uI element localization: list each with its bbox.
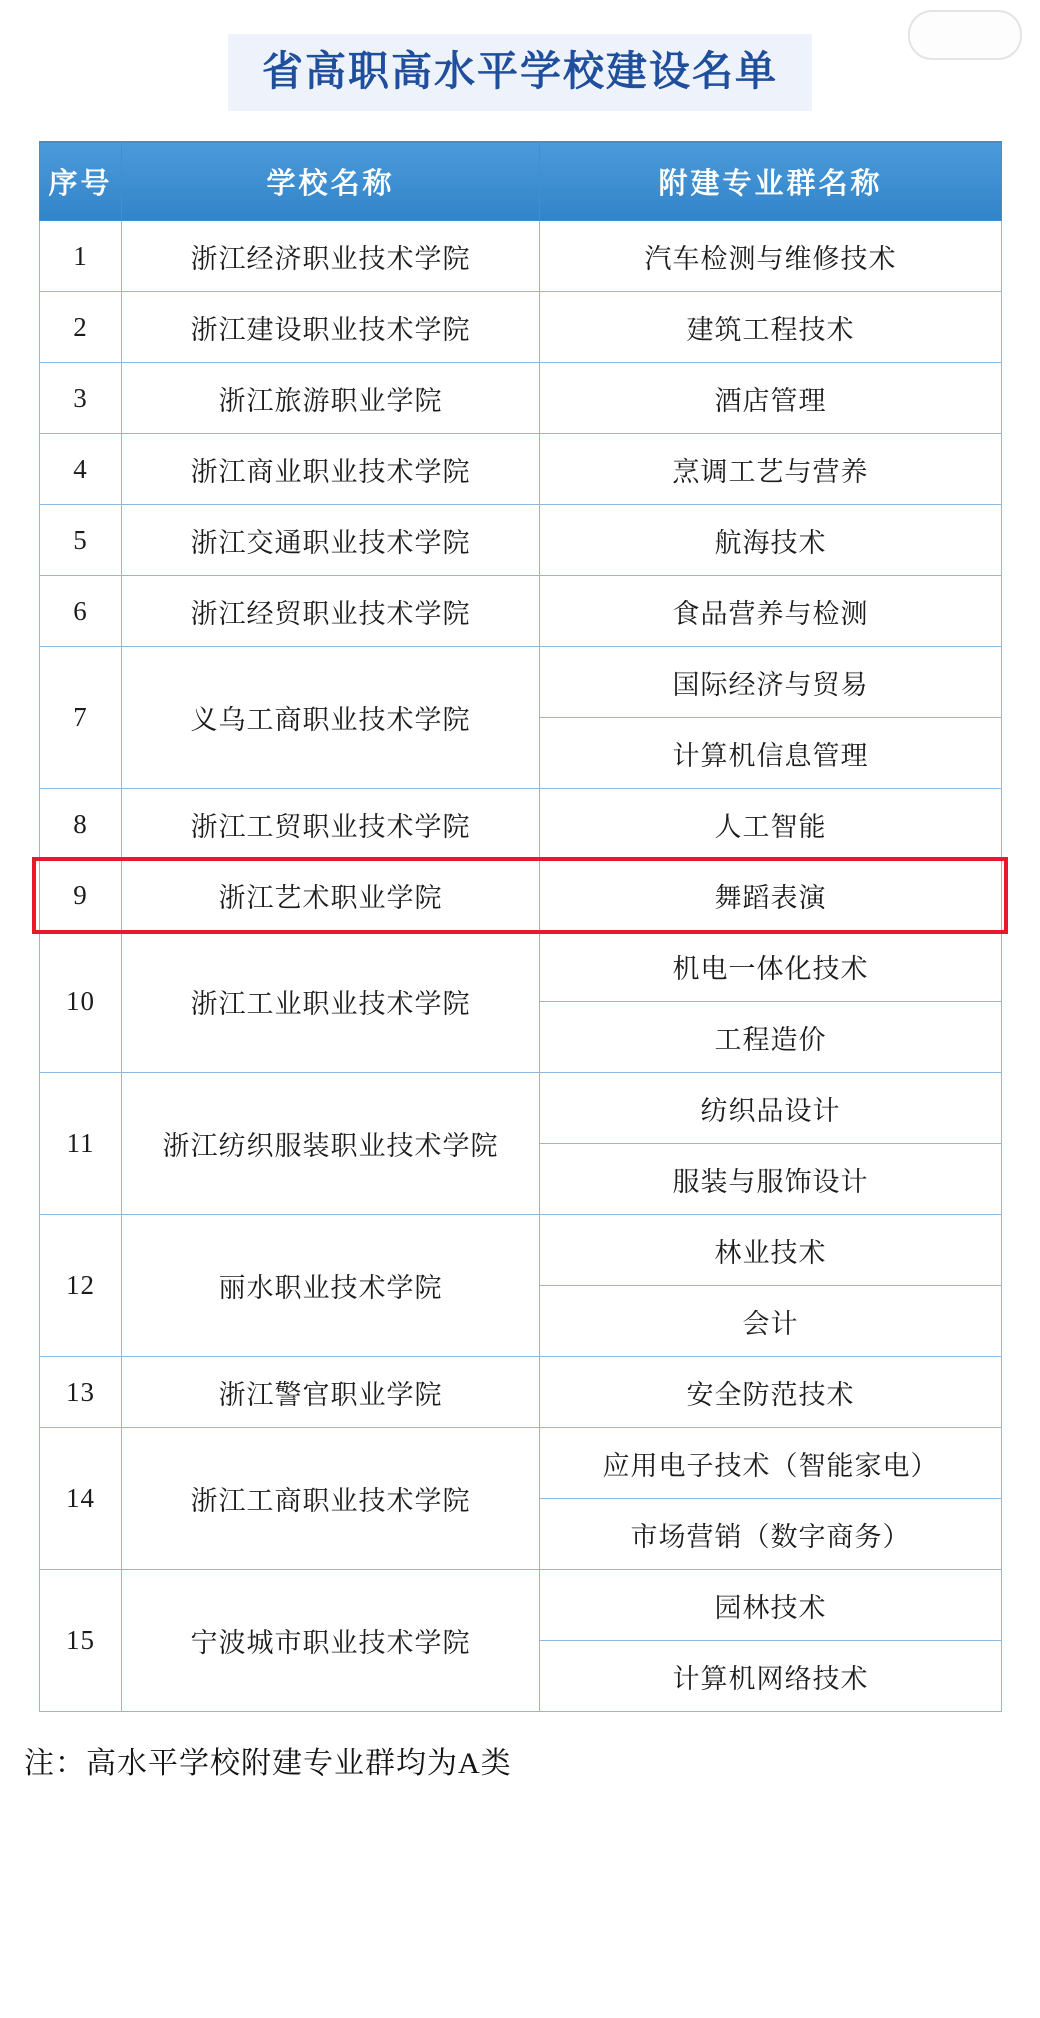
cell-index: 7 [40, 647, 122, 789]
cell-major-group: 应用电子技术（智能家电） [540, 1428, 1002, 1499]
cell-index: 10 [40, 931, 122, 1073]
table-header-row [40, 142, 1002, 221]
cell-major-group: 林业技术 [540, 1215, 1002, 1286]
cell-major-group: 计算机信息管理 [540, 718, 1002, 789]
cell-index: 15 [40, 1570, 122, 1712]
cell-major-group: 人工智能 [540, 789, 1002, 860]
cell-index: 13 [40, 1357, 122, 1428]
cell-major-group: 舞蹈表演 [540, 860, 1002, 931]
page-title-container [0, 34, 1040, 111]
cell-index: 9 [40, 860, 122, 931]
cell-school-name: 浙江经贸职业技术学院 [122, 576, 540, 647]
document-page [0, 34, 1040, 2018]
cell-major-group: 机电一体化技术 [540, 931, 1002, 1002]
cell-school-name: 浙江经济职业技术学院 [122, 221, 540, 292]
table-body [40, 221, 1002, 1712]
cell-school-name: 浙江建设职业技术学院 [122, 292, 540, 363]
cell-index: 5 [40, 505, 122, 576]
cell-index: 11 [40, 1073, 122, 1215]
column-header-school: 学校名称 [122, 142, 540, 221]
cell-major-group: 工程造价 [540, 1002, 1002, 1073]
cell-major-group: 会计 [540, 1286, 1002, 1357]
cell-major-group: 市场营销（数字商务） [540, 1499, 1002, 1570]
table-row [40, 1570, 1002, 1641]
cell-major-group: 建筑工程技术 [540, 292, 1002, 363]
page-title: 省高职高水平学校建设名单 [228, 34, 812, 111]
cell-index: 4 [40, 434, 122, 505]
footnote: 注：高水平学校附建专业群均为A类 [24, 1747, 512, 1781]
table-row [40, 1357, 1002, 1428]
cell-school-name: 浙江纺织服装职业技术学院 [122, 1073, 540, 1215]
table-row [40, 860, 1002, 931]
cell-major-group: 食品营养与检测 [540, 576, 1002, 647]
cell-major-group: 汽车检测与维修技术 [540, 221, 1002, 292]
cell-school-name: 浙江艺术职业学院 [122, 860, 540, 931]
cell-major-group: 纺织品设计 [540, 1073, 1002, 1144]
cell-index: 2 [40, 292, 122, 363]
cell-major-group: 航海技术 [540, 505, 1002, 576]
cell-school-name: 浙江交通职业技术学院 [122, 505, 540, 576]
table-row [40, 434, 1002, 505]
cell-major-group: 国际经济与贸易 [540, 647, 1002, 718]
cell-school-name: 义乌工商职业技术学院 [122, 647, 540, 789]
cell-school-name: 浙江工业职业技术学院 [122, 931, 540, 1073]
corner-artifact [908, 10, 1022, 60]
table-row [40, 931, 1002, 1002]
cell-index: 14 [40, 1428, 122, 1570]
cell-major-group: 计算机网络技术 [540, 1641, 1002, 1712]
cell-index: 3 [40, 363, 122, 434]
table-row [40, 576, 1002, 647]
school-list-table [39, 141, 1002, 1712]
cell-school-name: 宁波城市职业技术学院 [122, 1570, 540, 1712]
column-header-major: 附建专业群名称 [540, 142, 1002, 221]
cell-school-name: 浙江商业职业技术学院 [122, 434, 540, 505]
cell-index: 8 [40, 789, 122, 860]
column-header-no: 序号 [40, 142, 122, 221]
cell-major-group: 烹调工艺与营养 [540, 434, 1002, 505]
table-row [40, 1215, 1002, 1286]
table-row [40, 505, 1002, 576]
cell-school-name: 浙江旅游职业学院 [122, 363, 540, 434]
cell-major-group: 园林技术 [540, 1570, 1002, 1641]
cell-school-name: 浙江工贸职业技术学院 [122, 789, 540, 860]
table-row [40, 1073, 1002, 1144]
cell-index: 1 [40, 221, 122, 292]
table-row [40, 221, 1002, 292]
cell-index: 12 [40, 1215, 122, 1357]
table-row [40, 1428, 1002, 1499]
cell-school-name: 浙江警官职业学院 [122, 1357, 540, 1428]
cell-index: 6 [40, 576, 122, 647]
cell-school-name: 浙江工商职业技术学院 [122, 1428, 540, 1570]
table-row [40, 292, 1002, 363]
cell-school-name: 丽水职业技术学院 [122, 1215, 540, 1357]
cell-major-group: 酒店管理 [540, 363, 1002, 434]
table-header [40, 142, 1002, 221]
table-container [39, 141, 1001, 1712]
table-row [40, 647, 1002, 718]
table-row [40, 789, 1002, 860]
cell-major-group: 服装与服饰设计 [540, 1144, 1002, 1215]
table-row [40, 363, 1002, 434]
cell-major-group: 安全防范技术 [540, 1357, 1002, 1428]
